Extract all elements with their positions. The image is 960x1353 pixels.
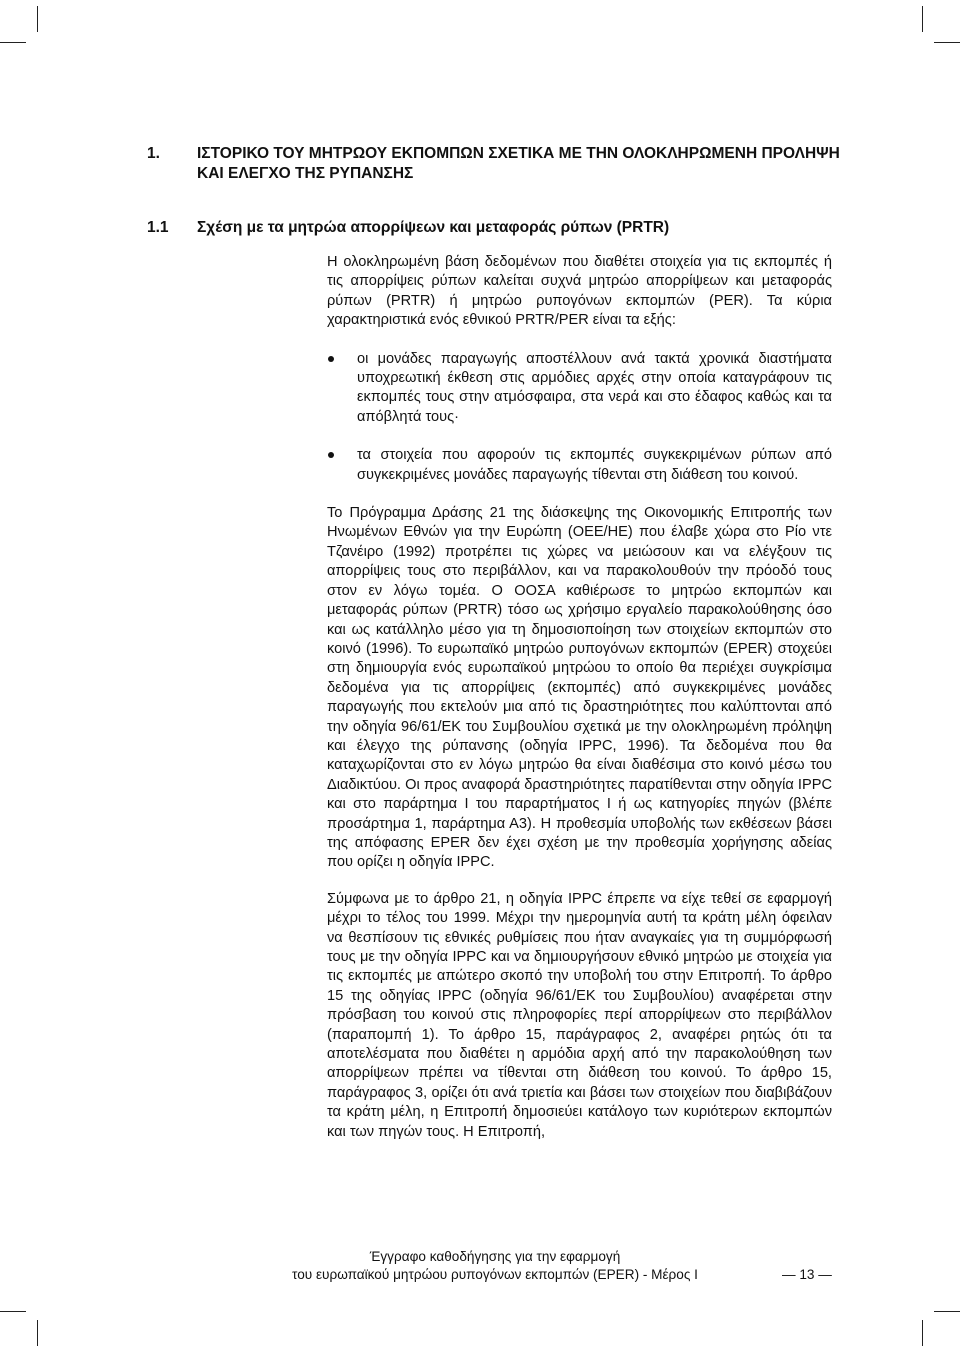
paragraph-agenda21: Το Πρόγραμμα Δράσης 21 της διάσκεψης της Οικονομικής Επιτροπής των Ηνωμένων Εθνών για την Ευρώπη (ΟΕΕ/ΗΕ) που έλαβε χώρα στο Ρίο ντε Τζανέιρο (1992) προτρέπει τις χώρες να μειώσουν και να ελέγξουν τις απορρίψεις τους στο περιβάλλον, και να παρακολουθούν την πρόοδό τους στον εν λόγω τομέα. Ο ΟΟΣΑ καθιέρωσε το μητρώο εκπομπών και μεταφοράς ρύπων (PRTR) τόσο ως χρήσιμο εργαλείο παρακολούθησης όσο και ως κατάλληλο μέσο για τη δημοσιοποίηση των στοιχείων εκπομπών στο κοινό (1996). Το ευρωπαϊκό μητρώο ρυπογόνων εκπομπών (EPER) στοχεύει στη δημιουργία ενός ευρωπαϊκού μητρώου το οποίο θα περιέχει συγκρίσιμα δεδομένα για τις απορρίψεις (εκπομπές) από συγκεκριμένες μονάδες παραγωγής που εκτελούν μια από τις δραστηριότητες που καλύπτονται από την οδηγία 96/61/ΕΚ του Συμβουλίου σχετικά με την ολοκληρωμένη πρόληψη και έλεγχο της ρύπανσης (οδηγία IPPC, 1996). Τα δεδομένα που θα καταχωρίζονται στο εν λόγω μητρώο θα είναι διαθέσιμα στο κοινό μέσω του Διαδικτύου. Οι προς αναφορά δραστηριότητες παρατίθενται στην οδηγία IPPC και στο παράρτημα Ι του παραρτήματος Ι ή ως κατηγορίες πηγών (βλέπε προσάρτημα 1, παράρτημα Α3). Η προθεσμία υποβολής των εκθέσεων βάσει της απόφασης EPER δεν έχει σχέση με την προθεσμία χορήγησης αδείας που ορίζει η οδηγία IPPC.	[327, 505, 832, 871]
crop-mark-bottom-left	[37, 1320, 38, 1346]
page-number: — 13 —	[782, 1267, 832, 1282]
bullet-dot-icon	[328, 452, 334, 458]
bullet-text: τα στοιχεία που αφορούν τις εκπομπές συγκεκριμένων ρύπων από συγκεκριμένες μονάδες παραγωγής τίθενται στη διάθεση του κοινού.	[357, 447, 832, 483]
paragraph-intro: Η ολοκληρωμένη βάση δεδομένων που διαθέτει στοιχεία για τις εκπομπές ή τις απορρίψεις ρύπων καλείται συχνά μητρώο απορρίψεων και μεταφοράς ρύπων (PRTR) ή μητρώο ρυπογόνων εκπομπών (PER). Τα κύρια χαρακτηριστικά ενός εθνικού PRTR/PER είναι τα εξής:	[327, 254, 832, 329]
body-text	[327, 253, 832, 1142]
crop-mark-top-right-h	[934, 42, 960, 43]
bullet-item	[327, 446, 832, 485]
crop-mark-top-right	[922, 6, 923, 32]
crop-mark-bottom-right-h	[934, 1311, 960, 1312]
chapter-heading	[147, 144, 847, 184]
footer-line-2: του ευρωπαϊκού μητρώου ρυπογόνων εκπομπών (EPER) - Μέρος Ι	[292, 1267, 698, 1282]
section-heading	[147, 218, 847, 238]
section-number: 1.1	[147, 219, 169, 236]
chapter-number: 1.	[147, 145, 160, 162]
bullet-dot-icon	[328, 356, 334, 362]
crop-mark-top-left-h	[0, 42, 26, 43]
page-footer	[260, 1248, 730, 1284]
footer-line-1: Έγγραφο καθοδήγησης για την εφαρμογή	[369, 1249, 621, 1264]
chapter-title: ΙΣΤΟΡΙΚΟ ΤΟΥ ΜΗΤΡΩΟΥ ΕΚΠΟΜΠΩΝ ΣΧΕΤΙΚΑ ΜΕ ΤΗΝ ΟΛΟΚΛΗΡΩΜΕΝΗ ΠΡΟΛΗΨΗ ΚΑΙ ΕΛΕΓΧΟ ΤΗΣ ΡΥΠΑΝΣΗΣ	[197, 145, 840, 182]
section-title: Σχέση με τα μητρώα απορρίψεων και μεταφοράς ρύπων (PRTR)	[197, 219, 670, 236]
crop-mark-bottom-left-h	[0, 1311, 26, 1312]
paragraph-article21: Σύμφωνα με το άρθρο 21, η οδηγία IPPC έπρεπε να είχε τεθεί σε εφαρμογή μέχρι το τέλος του 1999. Μέχρι την ημερομηνία αυτή τα κράτη μέλη όφειλαν να θεσπίσουν τις εθνικές ρυθμίσεις που ήταν αναγκαίες για τη συμμόρφωσή τους με την οδηγία IPPC και να δημιουργήσουν εθνικό μητρώο με στοιχεία για τις εκπομπές με απώτερο σκοπό την υποβολή του στην Επιτροπή. Το άρθρο 15 της οδηγίας IPPC (οδηγία 96/61/ΕΚ του Συμβουλίου) αναφέρεται στην πρόσβαση του κοινού στις πληροφορίες περί απορρίψεων στο περιβάλλον (παραπομπή 1). Το άρθρο 15, παράγραφος 2, αναφέρει ρητώς ότι τα αποτελέσματα που διαθέτει η αρμόδια αρχή από την παρακολούθηση των απορρίψεων πρέπει να τίθενται στη διάθεση του κοινού. Το άρθρο 15, παράγραφος 3, ορίζει ότι ανά τριετία και βάσει των στοιχείων που διαβιβάζουν τα κράτη μέλη, η Επιτροπή δημοσιεύει κατάλογο των κυριότερων εκπομπών και των πηγών τους. Η Επιτροπή,	[327, 890, 832, 1140]
crop-mark-bottom-right	[922, 1320, 923, 1346]
bullet-item	[327, 350, 832, 428]
crop-mark-top-left	[37, 6, 38, 32]
bullet-list	[327, 350, 832, 485]
bullet-text: οι μονάδες παραγωγής αποστέλλουν ανά τακτά χρονικά διαστήματα υποχρεωτική έκθεση στις αρμόδιες αρχές στην οποία καταγράφουν τις εκπομπές τους στην ατμόσφαιρα, στα νερά και στο έδαφος καθώς και τα απόβλητά τους·	[357, 350, 832, 425]
